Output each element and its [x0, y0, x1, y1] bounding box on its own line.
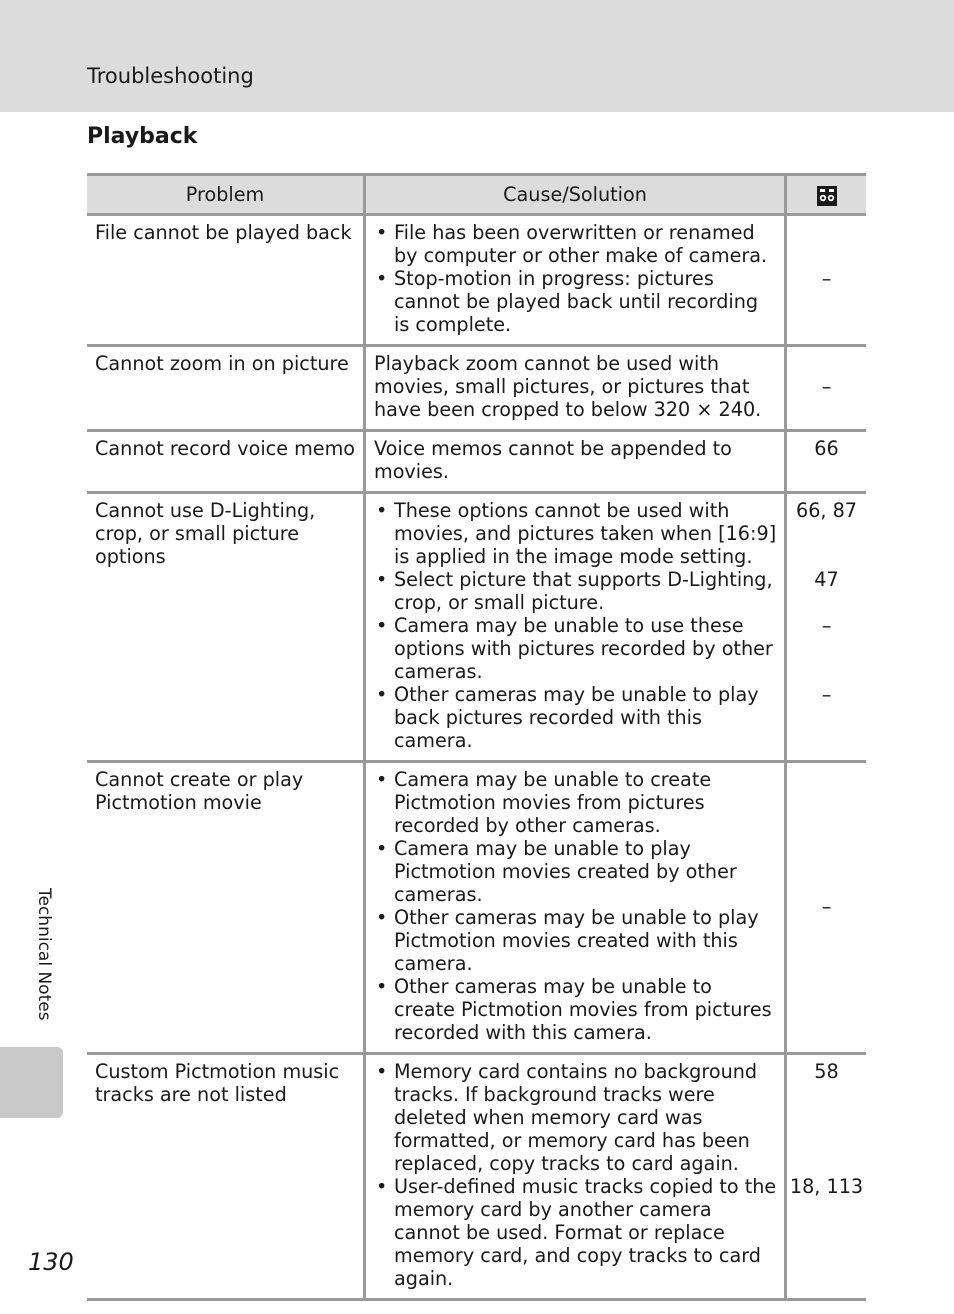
side-section-label	[34, 888, 60, 1033]
troubleshooting-table	[87, 173, 866, 1301]
side-tab-marker	[0, 1047, 63, 1118]
column-header-cause-solution: Cause/Solution	[365, 175, 786, 215]
page-reference: –	[821, 683, 832, 706]
spacer	[789, 1106, 864, 1129]
solution-item: • Camera may be unable to use these options with pictures recorded by other cameras.	[374, 614, 778, 683]
reference-cell	[786, 493, 867, 762]
solution-item: • User-defined music tracks copied to the memory card by another camera cannot be used. Format or replace memory card, and copy tracks to card again.	[374, 1175, 778, 1290]
table-row	[87, 493, 866, 762]
page-number: 130	[28, 1248, 74, 1276]
spacer	[789, 1129, 864, 1152]
solution-list	[374, 768, 778, 1044]
problem-cell: File cannot be played back	[87, 215, 365, 346]
solution-item: • Select picture that supports D-Lighting, crop, or small picture.	[374, 568, 778, 614]
column-header-problem: Problem	[87, 175, 365, 215]
solution-item: • Camera may be unable to play Pictmotion movies created by other cameras.	[374, 837, 778, 906]
reference-cell	[786, 762, 867, 1054]
solution-item: • Camera may be unable to create Pictmotion movies from pictures recorded by other cameras.	[374, 768, 778, 837]
column-header-page-reference	[786, 175, 867, 215]
spacer	[789, 1152, 864, 1175]
table-row	[87, 1054, 866, 1300]
spacer	[789, 522, 864, 545]
solution-item: • Other cameras may be unable to play back pictures recorded with this camera.	[374, 683, 778, 752]
section-title: Playback	[87, 124, 198, 149]
solution-item: • Memory card contains no background tracks. If background tracks were deleted when memory card was formatted, or memory card has been replaced, copy tracks to card again.	[374, 1060, 778, 1175]
header-band	[0, 0, 954, 112]
table-row	[87, 431, 866, 493]
solution-cell	[365, 1054, 786, 1300]
problem-cell: Cannot record voice memo	[87, 431, 365, 493]
solution-list	[374, 1060, 778, 1290]
spacer	[789, 660, 864, 683]
reference-cell	[786, 346, 867, 431]
problem-cell: Cannot use D-Lighting, crop, or small picture options	[87, 493, 365, 762]
table-header-row	[87, 175, 866, 215]
page-reference: 66, 87	[795, 499, 858, 522]
page-reference: –	[821, 267, 832, 290]
page-reference: –	[821, 614, 832, 637]
page-reference: 18, 113	[789, 1175, 864, 1198]
solution-cell	[365, 762, 786, 1054]
page-reference: –	[821, 894, 832, 918]
page-reference: –	[821, 375, 832, 398]
problem-cell: Cannot create or play Pictmotion movie	[87, 762, 365, 1054]
table-row	[87, 762, 866, 1054]
solution-cell	[365, 215, 786, 346]
reference-cell	[786, 431, 867, 493]
solution-item: • These options cannot be used with movies, and pictures taken when [16:9] is applied in the image mode setting.	[374, 499, 778, 568]
page-reference-icon	[817, 186, 837, 206]
reference-cell	[786, 1054, 867, 1300]
table-row	[87, 346, 866, 431]
spacer	[789, 637, 864, 660]
solution-list	[374, 499, 778, 752]
solution-cell: Voice memos cannot be appended to movies.	[365, 431, 786, 493]
solution-item: • Other cameras may be unable to play Pictmotion movies created with this camera.	[374, 906, 778, 975]
spacer	[789, 545, 864, 568]
running-head: Troubleshooting	[87, 64, 254, 88]
solution-item: • Stop-motion in progress: pictures cannot be played back until recording is complete.	[374, 267, 778, 336]
page-reference: 66	[814, 437, 839, 460]
spacer	[789, 1083, 864, 1106]
problem-cell: Custom Pictmotion music tracks are not listed	[87, 1054, 365, 1300]
table-row	[87, 215, 866, 346]
solution-cell	[365, 493, 786, 762]
solution-item: • Other cameras may be unable to create Pictmotion movies from pictures recorded with this camera.	[374, 975, 778, 1044]
problem-cell: Cannot zoom in on picture	[87, 346, 365, 431]
side-section-label-text: Technical Notes	[34, 888, 54, 1021]
spacer	[789, 591, 864, 614]
solution-cell: Playback zoom cannot be used with movies, small pictures, or pictures that have been cropped to below 320 × 240.	[365, 346, 786, 431]
page-reference: 58	[814, 1060, 839, 1083]
reference-cell	[786, 215, 867, 346]
page-reference: 47	[814, 568, 839, 591]
solution-list	[374, 221, 778, 336]
solution-item: • File has been overwritten or renamed by computer or other make of camera.	[374, 221, 778, 267]
